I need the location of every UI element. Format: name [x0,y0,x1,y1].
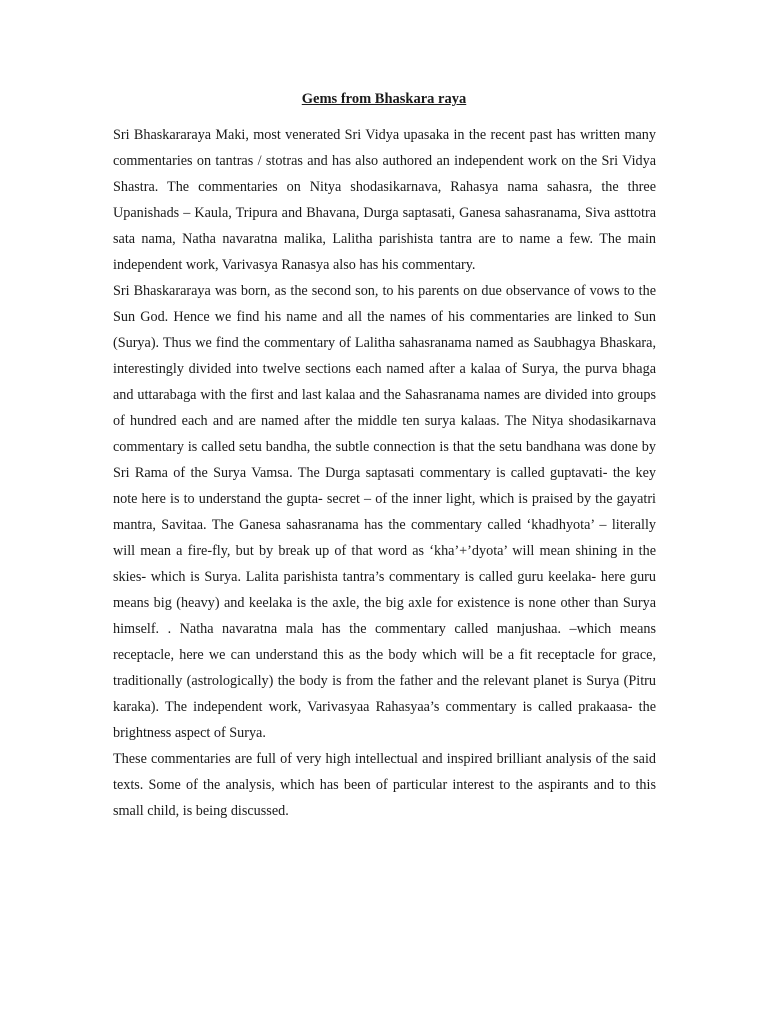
paragraph-1: Sri Bhaskararaya Maki, most venerated Sri Vidya upasaka in the recent past has written many commentaries on tantras / stotras and has also authored an independent work on the Sri Vidya Shastra. The commentaries on Nitya shodasikarnava, Rahasya nama sahasra, the three Upanishads – Kaula, Tripura and Bhavana, Durga saptasati, Ganesa sahasranama, Siva asttotra sata nama, Natha navaratna malika, Lalitha parishista tantra are to name a few. The main independent work, Varivasya Ranasya also has his commentary. [113,127,656,273]
paragraph-2: Sri Bhaskararaya was born, as the second son, to his parents on due observance of vows to the Sun God. Hence we find his name and all the names of his commentaries are linked to Sun (Surya). Thus we find the commentary of Lalitha sahasranama named as Saubhagya Bhaskara, interestingly divided into twelve sections each named after a kalaa of Surya, the purva bhaga and uttarabaga with the first and last kalaa and the Sahasranama names are divided into groups of hundred each and are named after the middle ten surya kalaas. The Nitya shodasikarnava commentary is called setu bandha, the subtle connection is that the setu bandhana was done by Sri Rama of the Surya Vamsa. The Durga saptasati commentary is called guptavati- the key note here is to understand the gupta- secret – of the inner light, which is praised by the gayatri mantra, Savitaa. The Ganesa sahasranama has the commentary called ‘khadhyota’ – literally will mean a fire-fly, but by break up of that word as ‘kha’+’dyota’ will mean shining in the skies- which is Surya. Lalita parishista tantra’s commentary is called guru keelaka- here guru means big (heavy) and keelaka is the axle, the big axle for existence is none other than Surya himself. . Natha navaratna mala has the commentary called manjushaa. –which means receptacle, here we can understand this as the body which will be a fit receptacle for grace, traditionally (astrologically) the body is from the father and the relevant planet is Surya (Pitru karaka). The independent work, Varivasyaa Rahasyaa’s commentary is called prakaasa- the brightness aspect of Surya. [113,283,656,741]
document-body [113,122,656,824]
paragraph-3: These commentaries are full of very high intellectual and inspired brilliant analysis of the said texts. Some of the analysis, which has been of particular interest to the aspirants and to this small child, is being discussed. [113,751,656,819]
document-title: Gems from Bhaskara raya [301,91,467,107]
